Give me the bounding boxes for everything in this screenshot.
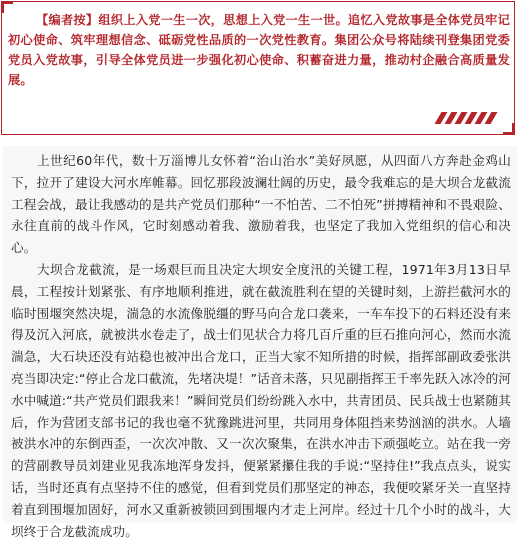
article-paragraph: 上世纪60年代，数十万淄博儿女怀着“治山治水”美好夙愿，从四面八方奔赴金鸡山下，拉开了建设大河水库帷幕。回忆那段波澜壮阔的历史，最令我难忘的是大坝合龙截流工程会战，最让我感动的是共产党员们那种“一不怕苦、二不怕死”拼搏精神和不畏艰险、永往直前的战斗作风，它时刻感动着我、激励着我，也坚定了我加入党组织的信心和决心。 — [11, 153, 511, 256]
editor-note-tag: 【编者按】 — [36, 13, 99, 27]
editor-note-box — [1, 1, 515, 135]
editor-note-text — [8, 10, 510, 90]
article-body — [3, 146, 517, 539]
stripe-decoration — [438, 112, 494, 124]
editor-note-body: 组织上入党一生一次，思想上入党一生一世。追忆入党故事是全体党员牢记初心使命、筑牢理想信念、砥砺党性品质的一次党性教育。集团公众号将陆续刊登集团党委党员入党故事，引导全体党员进一步强化初心使命、积蓄奋进力量，推动村企融合高质量发展。 — [8, 13, 511, 87]
stripe-mark — [485, 112, 498, 124]
corner-decoration-bottom-right — [503, 123, 515, 135]
article-paragraph: 大坝合龙截流，是一场艰巨而且决定大坝安全度汛的关键工程，1971年3月13日早晨，工程按计划紧张、有序地顺利推进，就在截流胜利在望的关键时刻，上游拦截河水的临时围堰突然决堤，湍急的水流像脱缰的野马向合龙口袭来，一车车投下的石料还没有来得及沉入河底，就被洪水卷走了，战士们见状合力将几百斤重的巨石推向河心，然而水流湍急，大石块还没有站稳也被冲出合龙口，正当大家不知所措的时候，指挥部副政委张洪亮当即决定:“停止合龙口截流，先堵决堤！”话音未落，只见副指挥王千率先跃入冰冷的河水中喊道:“共产党员们跟我来！”瞬间党员们纷纷跳入水中，共青团员、民兵战士也紧随其后，作为营团支部书记的我也毫不犹豫跳进河里，共同用身体阻挡来势汹汹的洪水。人墙被洪水冲的东倒西歪，一次次冲散、又一次次聚集，在洪水冲击下顽强屹立。站在我一旁的营副教导员刘建业见我冻地浑身发抖，便紧紧攥住我的手说:“坚持住!”我点点头，说实话，当时还真有点坚持不住的感觉，但看到党员们那坚定的神态，我便咬紧牙关一直坚持着直到围堰加固好，河水又重新被锁回到围堰内才走上河岸。经过十几个小时的战斗，大坝终于合龙截流成功。 — [11, 261, 511, 539]
